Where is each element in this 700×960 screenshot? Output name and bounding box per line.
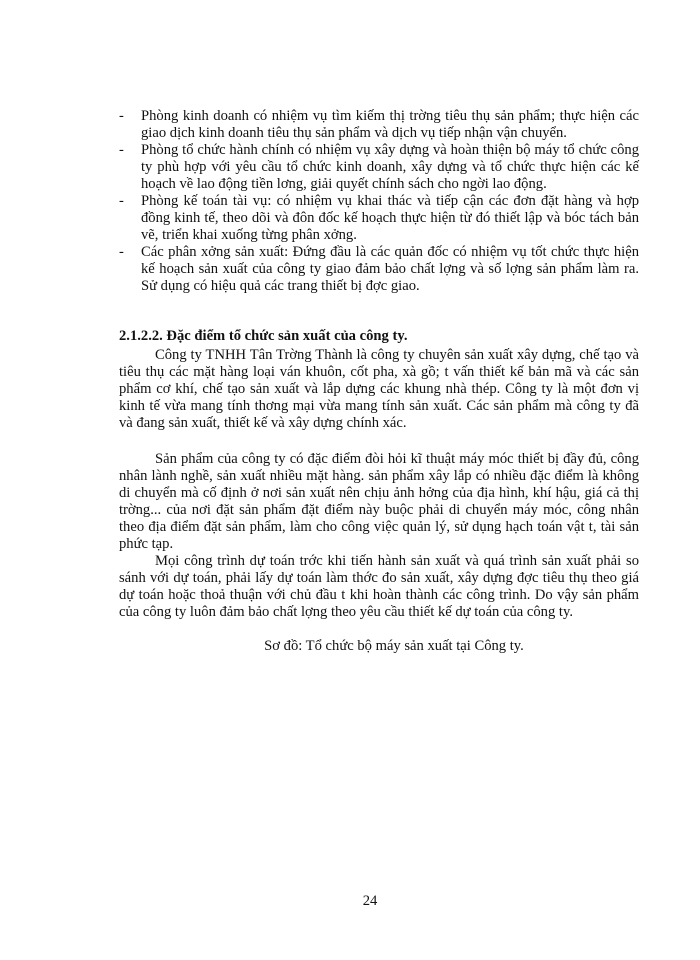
bullet-dash: - <box>119 193 124 209</box>
list-item-text: Phòng tổ chức hành chính có nhiệm vụ xây dựng và hoàn thiện bộ máy tổ chức công ty phù hợp với yêu cầu tổ chức kinh doanh, xây dựng và tổ chức thực hiện các kế hoạch về lao động tiền lơng, giải quyết chính sách cho ngời lao động. <box>141 142 639 192</box>
department-duties-list <box>119 108 639 295</box>
paragraph-cost-estimation: Mọi công trình dự toán trớc khi tiến hành sản xuất và quá trình sản xuất phải so sánh với dự toán, phải lấy dự toán làm thớc đo sản xuất, xây dựng đợc tiêu thụ theo giá dự toán hoặc thoả thuận với chủ đầu t khi hoàn thành các công trình. Do vậy sản phẩm của công ty luôn đảm bảo chất lợng theo yêu cầu thiết kế dự toán của công ty. <box>119 553 639 620</box>
paragraph-product-characteristics: Sản phẩm của công ty có đặc điểm đòi hỏi kĩ thuật máy móc thiết bị đầy đủ, công nhân lành nghề, sản xuất nhiều mặt hàng. sản phẩm xây lắp có nhiều đặc điểm là không di chuyển mà cố định ở nơi sản xuất nên chịu ảnh hởng của địa hình, khí hậu, giá cả thị trờng... của nơi đặt sản phẩm đặt điểm này buộc phải di chuyển máy móc, công nhân theo địa điểm đặt sản phẩm, làm cho công việc quản lý, sử dụng hạch toán vật t, tài sản phức tạp. <box>119 451 639 552</box>
list-item-text: Phòng kinh doanh có nhiệm vụ tìm kiếm thị trờng tiêu thụ sản phẩm; thực hiện các giao dịch kinh doanh tiêu thụ sản phẩm và dịch vụ tiếp nhận vận chuyển. <box>141 108 639 141</box>
bullet-dash: - <box>119 108 124 124</box>
list-item <box>119 108 639 142</box>
list-item <box>119 193 639 244</box>
list-item <box>119 142 639 193</box>
bullet-dash: - <box>119 244 124 260</box>
diagram-caption: Sơ đồ: Tổ chức bộ máy sản xuất tại Công ty. <box>264 638 524 654</box>
list-item-text: Phòng kế toán tài vụ: có nhiệm vụ khai thác và tiếp cận các đơn đặt hàng và hợp đồng kinh tế, theo dõi và đôn đốc kế hoạch thực hiện từ đó thiết lập và bóc tách bản vẽ, triển khai xuống từng phân xởng. <box>141 193 639 243</box>
page-number: 24 <box>362 893 378 909</box>
section-heading: 2.1.2.2. Đặc điểm tổ chức sản xuất của công ty. <box>119 328 408 344</box>
list-item <box>119 244 639 295</box>
bullet-dash: - <box>119 142 124 158</box>
paragraph-company-overview: Công ty TNHH Tân Trờng Thành là công ty chuyên sản xuất xây dựng, chế tạo và tiêu thụ các mặt hàng loại ván khuôn, cốt pha, xà gồ; t vấn thiết kế bản mã và các sản phẩm cơ khí, chế tạo sản xuất và lắp dựng các khung nhà thép. Công ty là một đơn vị kinh tế vừa mang tính thơng mại vừa mang tính sản xuất. Các sản phẩm mà công ty đã và đang sản xuất, thiết kế và xây dựng chính xác. <box>119 347 639 431</box>
list-item-text: Các phân xởng sản xuất: Đứng đầu là các quản đốc có nhiệm vụ tốt chức thực hiện kế hoạch sản xuất của công ty giao đảm bảo chất lợng và số lợng sản phẩm làm ra. Sử dụng có hiệu quả các trang thiết bị đợc giao. <box>141 244 639 294</box>
